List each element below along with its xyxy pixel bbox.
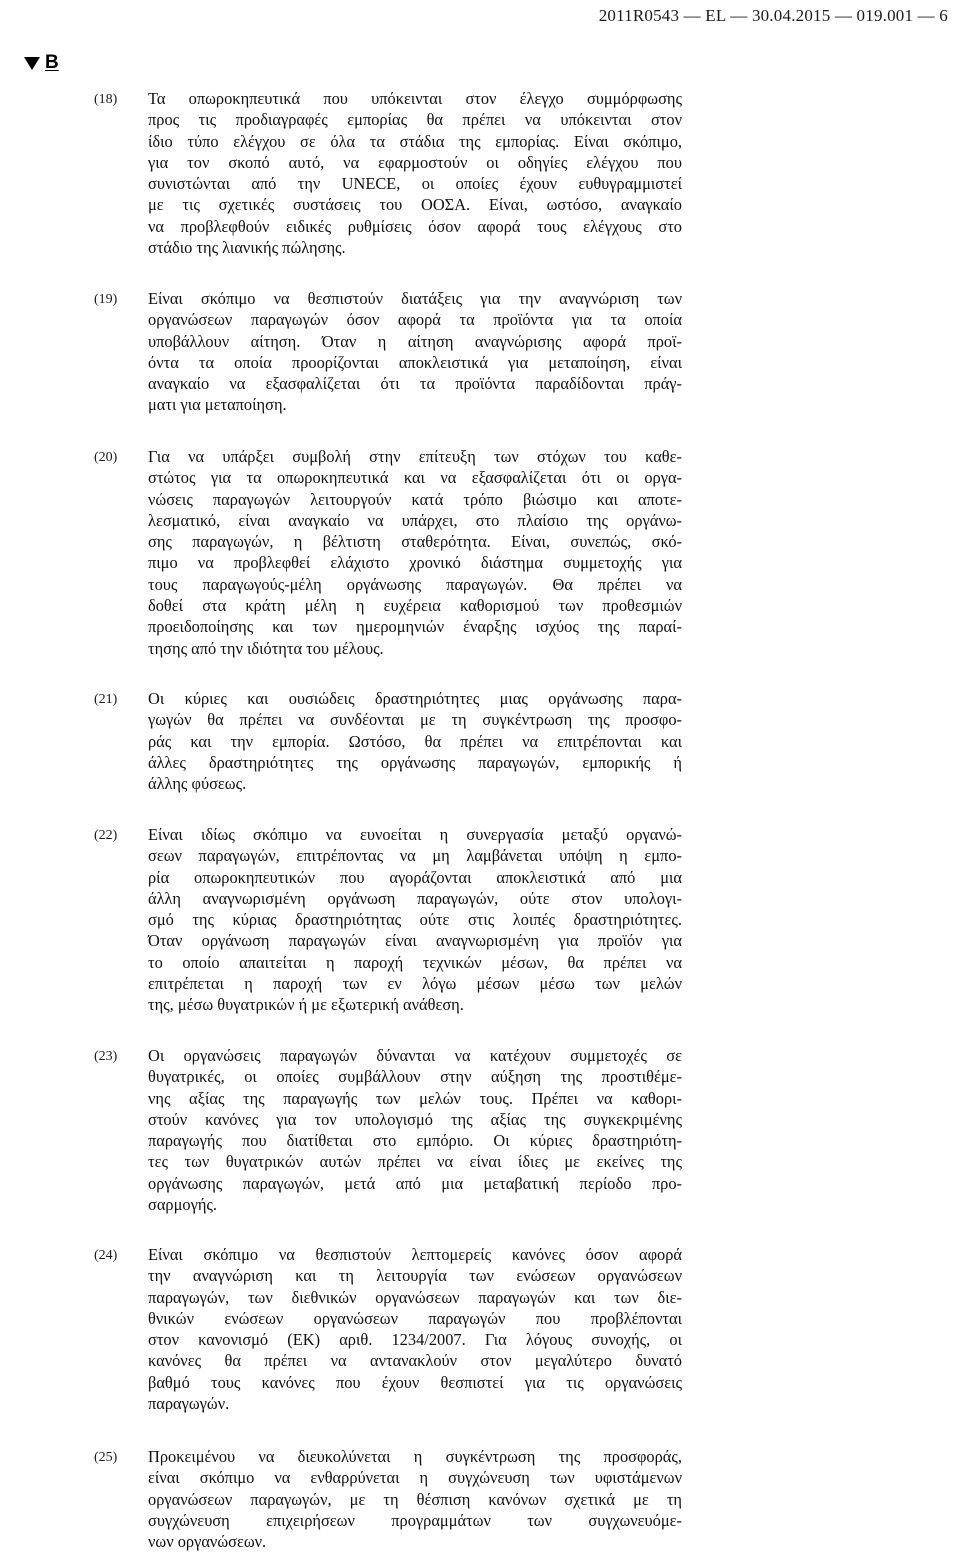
recital-text-line: στάδιο της λιανικής πώλησης. xyxy=(148,238,346,258)
recital-text-line: με τις σχετικές συστάσεις του ΟΟΣΑ. Είναι, ωστόσο, αναγκαίο xyxy=(148,195,682,215)
recital-text-line: ρία οπωροκηπευτικών που αγοράζονται αποκλειστικά από μια xyxy=(148,867,682,887)
recital-text-line: τες των θυγατρικών αυτών πρέπει να είναι ίδιες με εκείνες της xyxy=(148,1152,682,1172)
recital-number: (25) xyxy=(94,1450,118,1465)
recital-text-line: σεων παραγωγών, επιτρέποντας να μη λαμβάνεται υπόψη η εμπο- xyxy=(148,846,682,866)
recital-text-line: άλλης φύσεως. xyxy=(148,774,247,794)
recital-text-line: παραγωγής που διατίθεται στο εμπόριο. Οι κύριες δραστηριότη- xyxy=(148,1131,682,1151)
recital-item xyxy=(94,1045,894,1215)
recital-number: (23) xyxy=(94,1049,118,1064)
recital-item xyxy=(94,688,894,794)
amendment-marker-letter: B xyxy=(45,52,59,73)
recital-text-line: πιμο να προβλεφθεί ελάχιστο χρονικό διάστημα συμμετοχής για xyxy=(148,553,682,573)
recital-text-line: δοθεί στα κράτη μέλη η ευχέρεια καθορισμού των προθεσμιών xyxy=(148,596,682,616)
recital-text-line: νώσεις παραγωγών λειτουργούν κατά τρόπο βιώσιμο και αποτε- xyxy=(148,489,682,509)
recital-text-line: επιτρέπεται η παροχή των εν λόγω μέσων μέσω των μελών xyxy=(148,974,682,994)
triangle-down-icon xyxy=(24,57,40,70)
recital-text-line: ράς και την εμπορία. Ωστόσο, θα πρέπει να επιτρέπονται και xyxy=(148,731,682,751)
recital-text-line: Οι κύριες και ουσιώδεις δραστηριότητες μιας οργάνωσης παρα- xyxy=(148,689,682,708)
recital-text-line: τησης από την ιδιότητα του μέλους. xyxy=(148,638,384,658)
recital-text xyxy=(148,88,682,258)
recital-text-line: παραγωγών, των διεθνικών οργανώσεων παραγωγών και των διε- xyxy=(148,1287,682,1307)
recital-text xyxy=(148,1244,682,1414)
recital-text-line: σαρμογής. xyxy=(148,1195,217,1215)
recital-text-line: τους παραγωγούς-μέλη οργάνωσης παραγωγών. Θα πρέπει να xyxy=(148,574,682,594)
recital-item xyxy=(94,1244,894,1414)
recital-number: (18) xyxy=(94,92,118,107)
recital-text-line: την αναγνώριση και τη λειτουργία των ενώσεων οργανώσεων xyxy=(148,1266,682,1286)
recital-text-line: Τα οπωροκηπευτικά που υπόκεινται στον έλεγχο συμμόρφωσης xyxy=(148,89,682,108)
recital-item xyxy=(94,446,894,659)
recital-item xyxy=(94,88,894,258)
recital-text-line: οργανώσεων παραγωγών, με τη θέσπιση κανόνων σχετικά με τη xyxy=(148,1489,682,1509)
recital-text-line: γωγών θα πρέπει να συνδέονται με τη συγκέντρωση της προσφο- xyxy=(148,710,682,730)
recital-text-line: αναγκαίο να εξασφαλίζεται ότι τα προϊόντα παραδίδονται πράγ- xyxy=(148,374,682,394)
recital-text-line: στούν κανόνες για τον υπολογισμό της αξίας της συγκεκριμένης xyxy=(148,1109,682,1129)
recital-text-line: Είναι σκόπιμο να θεσπιστούν διατάξεις για την αναγνώριση των xyxy=(148,289,682,308)
recital-text-line: για τον σκοπό αυτό, να εφαρμοστούν οι οδηγίες ελέγχου που xyxy=(148,152,682,172)
recital-text-line: Για να υπάρξει συμβολή στην επίτευξη των στόχων του καθε- xyxy=(148,447,682,466)
recital-text-line: όντα τα οποία προορίζονται αποκλειστικά για μεταποίηση, είναι xyxy=(148,352,682,372)
recital-text-line: της, μέσω θυγατρικών ή με εξωτερική ανάθεση. xyxy=(148,995,464,1015)
recital-text-line: θνικών ενώσεων οργανώσεων παραγωγών που προβλέπονται xyxy=(148,1308,682,1328)
recital-text-line: το οποίο απαιτείται η παροχή τεχνικών μέσων, θα πρέπει να xyxy=(148,952,682,972)
recital-number: (22) xyxy=(94,828,118,843)
document-reference-header: 2011R0543 — EL — 30.04.2015 — 019.001 — 6 xyxy=(598,6,948,25)
recital-text-line: στώτος για τα οπωροκηπευτικά και να εξασφαλίζεται ότι οι οργα- xyxy=(148,468,682,488)
recital-item xyxy=(94,824,894,1016)
recital-text-line: παραγωγών. xyxy=(148,1394,230,1414)
recital-text-line: οργανώσεων παραγωγών όσον αφορά τα προϊόντα για τα οποία xyxy=(148,310,682,330)
recital-text-line: Είναι ιδίως σκόπιμο να ευνοείται η συνεργασία μεταξύ οργανώ- xyxy=(148,825,682,844)
recital-text xyxy=(148,446,682,659)
recital-text xyxy=(148,688,682,794)
recital-item xyxy=(94,1446,894,1552)
recital-text-line: προς τις προδιαγραφές εμπορίας θα πρέπει να υπόκεινται στον xyxy=(148,110,682,130)
recital-text-line: σμό της κύριας δραστηριότητας ούτε στις λοιπές δραστηριότητες. xyxy=(148,910,682,930)
recital-text-line: νης αξίας της παραγωγής των μελών τους. Πρέπει να καθορι- xyxy=(148,1088,682,1108)
recital-text-line: λεσματικό, είναι αναγκαίο να υπάρχει, στο πλαίσιο της οργάνω- xyxy=(148,510,682,530)
recital-text-line: οργάνωσης παραγωγών, μετά από μια μεταβατική περίοδο προ- xyxy=(148,1173,682,1193)
recital-number: (19) xyxy=(94,292,118,307)
recital-text-line: Όταν οργάνωση παραγωγών είναι αναγνωρισμένη για προϊόν για xyxy=(148,931,682,951)
recital-text-line: είναι σκόπιμο να ενθαρρύνεται η συγχώνευση των υφιστάμενων xyxy=(148,1468,682,1488)
recital-text-line: σης παραγωγών, η βέλτιστη σταθερότητα. Είναι, συνεπώς, σκό- xyxy=(148,532,682,552)
recital-text-line: Είναι σκόπιμο να θεσπιστούν λεπτομερείς κανόνες όσον αφορά xyxy=(148,1245,682,1264)
recital-text-line: κανόνες θα πρέπει να αντανακλούν στον μεγαλύτερο δυνατό xyxy=(148,1351,682,1371)
recital-number: (21) xyxy=(94,692,118,707)
recital-text-line: υποβάλλουν αίτηση. Όταν η αίτηση αναγνώρισης αφορά προϊ- xyxy=(148,331,682,351)
recital-text-line: Προκειμένου να διευκολύνεται η συγκέντρωση της προσφοράς, xyxy=(148,1447,682,1466)
recital-number: (20) xyxy=(94,450,118,465)
recital-item xyxy=(94,288,894,416)
recital-text-line: στον κανονισμό (ΕΚ) αριθ. 1234/2007. Για λόγους συνοχής, οι xyxy=(148,1330,682,1350)
recital-text-line: συνιστώνται από την UNECE, οι οποίες έχουν ευθυγραμμιστεί xyxy=(148,174,682,194)
recital-text-line: βαθμό τους κανόνες που έχουν θεσπιστεί για τις οργανώσεις xyxy=(148,1372,682,1392)
recital-text xyxy=(148,824,682,1016)
recital-number: (24) xyxy=(94,1248,118,1263)
recital-text xyxy=(148,288,682,416)
recital-text-line: Οι οργανώσεις παραγωγών δύνανται να κατέχουν συμμετοχές σε xyxy=(148,1046,682,1065)
recital-text-line: άλλες δραστηριότητες της οργάνωσης παραγωγών, εμπορικής ή xyxy=(148,752,682,772)
recital-text-line: να προβλεφθούν ειδικές ρυθμίσεις όσον αφορά τους ελέγχους στο xyxy=(148,216,682,236)
recital-text-line: άλλη αναγνωρισμένη οργάνωση παραγωγών, ούτε στον υπολογι- xyxy=(148,888,682,908)
recital-text-line: προειδοποίησης και των ημερομηνιών έναρξης ισχύος της παραί- xyxy=(148,617,682,637)
recital-text-line: θυγατρικές, οι οποίες συμβάλλουν στην αύξηση της προστιθέμε- xyxy=(148,1067,682,1087)
recital-text-line: νων οργανώσεων. xyxy=(148,1532,267,1552)
recital-text-line: ίδιο τύπο ελέγχου σε όλα τα στάδια της εμπορίας. Είναι σκόπιμο, xyxy=(148,131,682,151)
recital-text-line: ματι για μεταποίηση. xyxy=(148,395,287,415)
recital-text-line: συγχώνευση επιχειρήσεων προγραμμάτων των συγχωνευόμε- xyxy=(148,1510,682,1530)
recital-text xyxy=(148,1446,682,1552)
recital-text xyxy=(148,1045,682,1215)
amendment-marker xyxy=(24,52,59,74)
